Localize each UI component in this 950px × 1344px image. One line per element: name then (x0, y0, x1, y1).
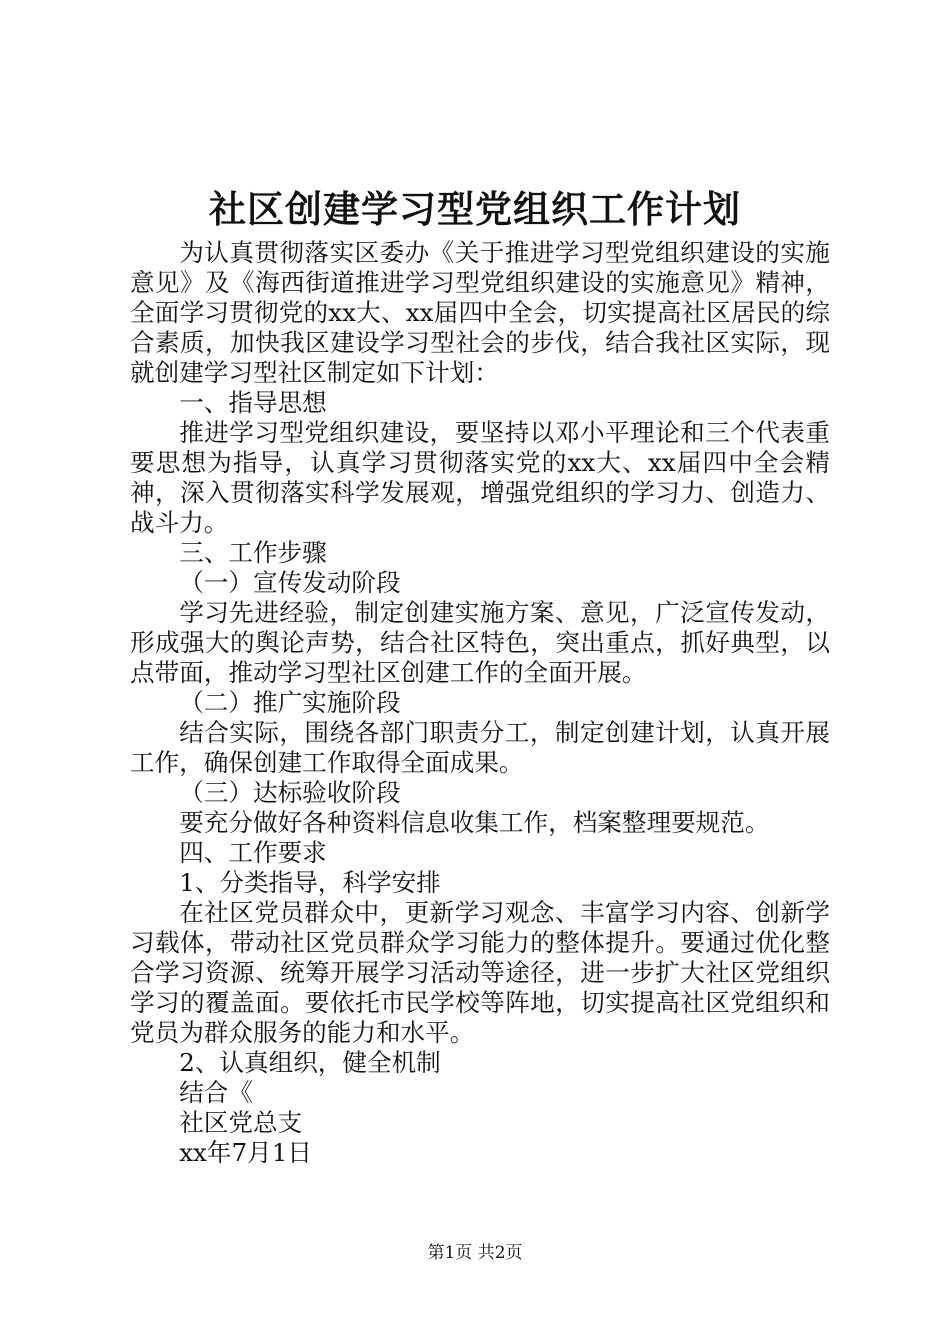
subheading-acceptance-phase: （三）达标验收阶段 (179, 778, 401, 807)
acceptance-phase-paragraph: 要充分做好各种资料信息收集工作，档案整理要规范。 (179, 808, 770, 837)
section-heading-guiding-ideology: 一、指导思想 (179, 388, 327, 417)
document-title: 社区创建学习型党组织工作计划 (209, 187, 741, 231)
publicity-phase-paragraph: 学习先进经验，制定创建实施方案、意见，广泛宣传发动，形成强大的舆论声势，结合社区特色，突出重点，抓好典型，以点带面，推动学习型社区创建工作的全面开展。 (130, 598, 830, 687)
requirement-1-paragraph: 在社区党员群众中，更新学习观念、丰富学习内容、创新学习载体，带动社区党员群众学习能力的整体提升。要通过优化整合学习资源、统筹开展学习活动等途径，进一步扩大社区党组织学习的覆盖面。要依托市民学校等阵地，切实提高社区党组织和党员为群众服务的能力和水平。 (130, 898, 830, 1047)
guiding-ideology-paragraph: 推进学习型党组织建设，要坚持以邓小平理论和三个代表重要思想为指导，认真学习贯彻落实党的xx大、xx届四中全会精神，深入贯彻落实科学发展观，增强党组织的学习力、创造力、战斗力。 (130, 418, 830, 537)
subheading-publicity-phase: （一）宣传发动阶段 (179, 568, 401, 597)
intro-paragraph: 为认真贯彻落实区委办《关于推进学习型党组织建设的实施意见》及《海西街道推进学习型党组织建设的实施意见》精神，全面学习贯彻党的xx大、xx届四中全会，切实提高社区居民的综合素质，加快我区建设学习型社会的步伐，结合我社区实际，现就创建学习型社区制定如下计划： (130, 238, 830, 387)
section-heading-work-steps: 三、工作步骤 (179, 538, 327, 567)
page-footer: 第1页 共2页 (427, 1243, 523, 1263)
signature-organization: 社区党总支 (179, 1108, 303, 1137)
section-heading-work-requirements: 四、工作要求 (179, 838, 327, 867)
requirement-2-heading: 2、认真组织，健全机制 (179, 1048, 441, 1077)
subheading-implementation-phase: （二）推广实施阶段 (179, 688, 401, 717)
implementation-phase-paragraph: 结合实际，围绕各部门职责分工，制定创建计划，认真开展工作，确保创建工作取得全面成果。 (130, 718, 830, 777)
requirement-1-heading: 1、分类指导，科学安排 (179, 868, 441, 897)
requirement-2-paragraph: 结合《 (179, 1078, 253, 1107)
signature-date: xx年7月1日 (179, 1138, 313, 1167)
document-body (130, 238, 830, 1168)
